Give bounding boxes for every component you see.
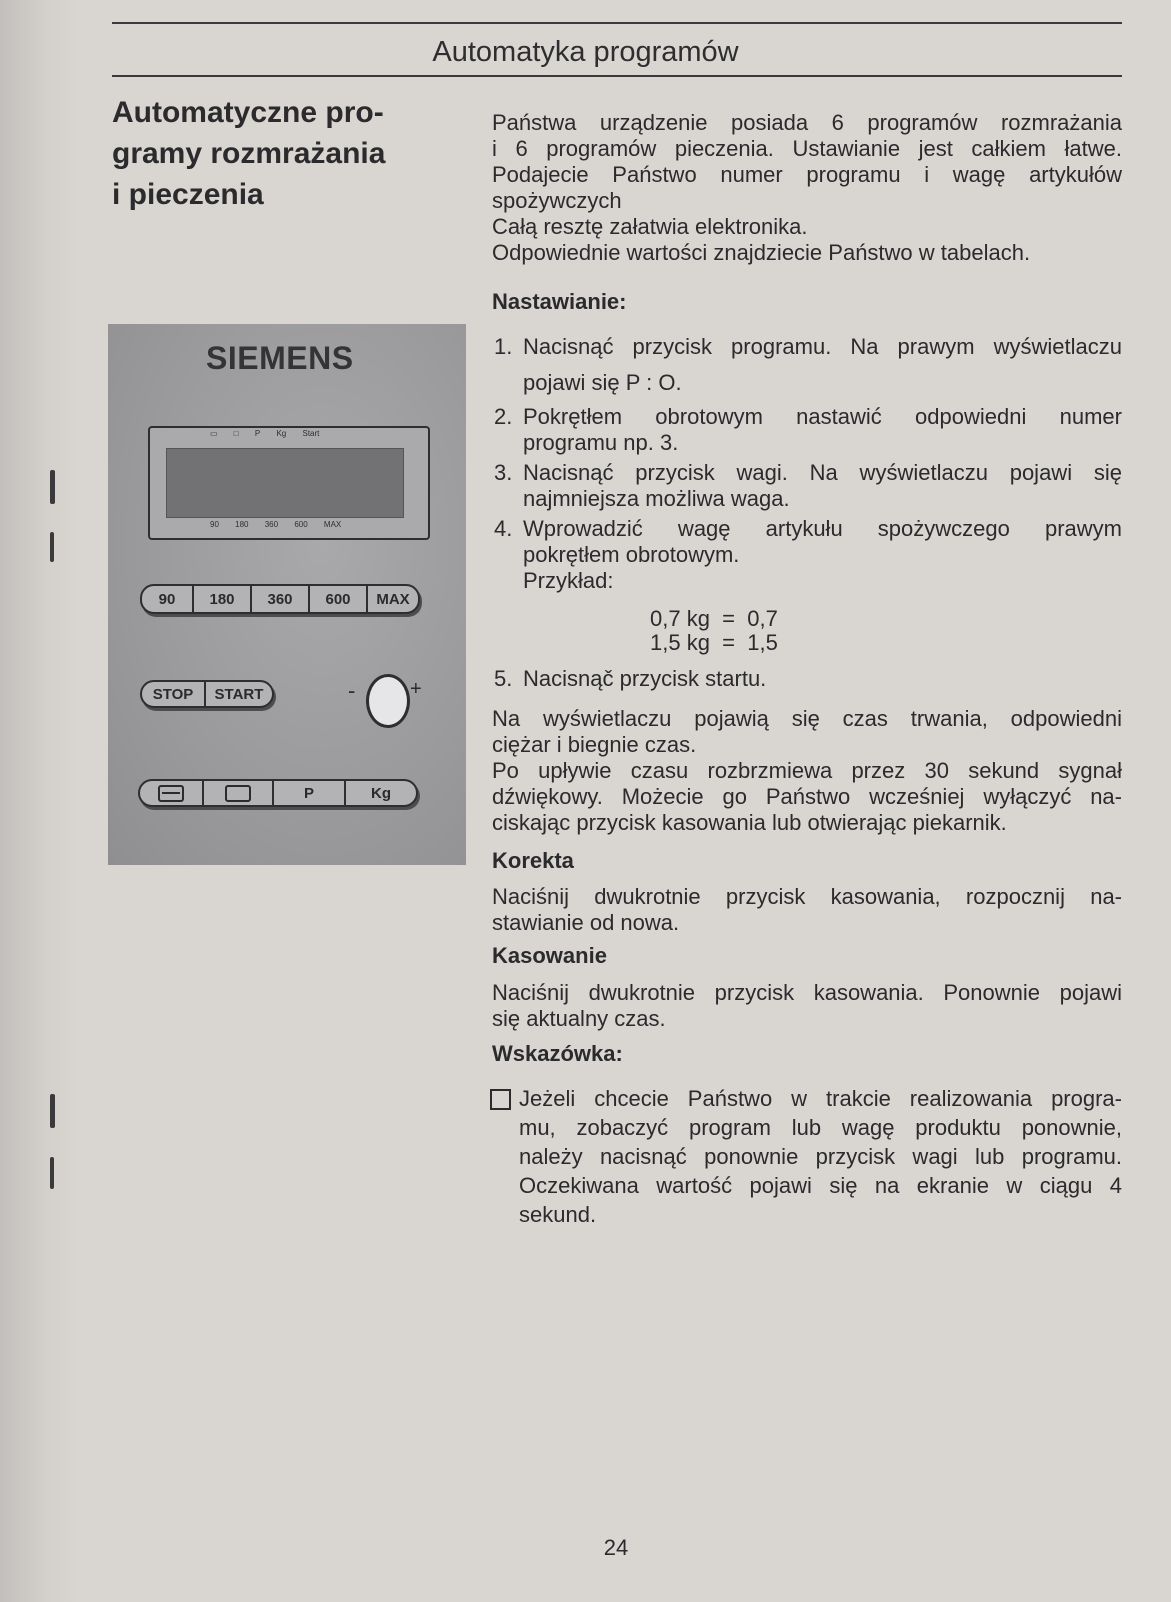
step-number: 2. [494, 404, 513, 429]
display-label: P [254, 429, 261, 438]
step-line: Nacisnąč przycisk startu. [523, 666, 767, 691]
binding-mark [50, 470, 55, 504]
list-item [492, 516, 1122, 594]
display-label: MAX [323, 520, 342, 529]
defrost-icon: ▭ [210, 429, 218, 438]
bake-icon [225, 785, 251, 802]
text-line: ciężar i biegnie czas. [492, 732, 697, 757]
example-line: 0,7 kg = 0,7 [650, 606, 778, 631]
stop-start-row [140, 680, 274, 708]
setting-steps [492, 334, 1122, 594]
text-line: spożywczych [492, 188, 622, 213]
bake-button[interactable] [204, 781, 274, 805]
example-line: 1,5 kg = 1,5 [650, 630, 778, 655]
display-frame [148, 426, 430, 540]
power-button-row [140, 584, 420, 614]
binding-mark [50, 532, 54, 562]
text-line: Na wyświetlaczu pojawią się czas trwania, odpowiedni [492, 706, 1122, 731]
list-item [492, 334, 1122, 396]
stop-button[interactable]: STOP [142, 682, 206, 706]
power-90-button[interactable]: 90 [142, 586, 194, 612]
list-item [492, 666, 1122, 692]
header-rule-top [112, 22, 1122, 24]
page-heading [112, 92, 432, 215]
display-label: 600 [294, 520, 308, 529]
tip-item [490, 1084, 1122, 1229]
binding-mark [50, 1157, 54, 1189]
step-line: najmniejsza możliwa waga. [523, 486, 790, 511]
section-title: Automatyka programów [432, 36, 739, 68]
list-item [492, 460, 1122, 512]
checkbox-icon [490, 1089, 511, 1110]
display-label: 90 [210, 520, 219, 529]
weight-button[interactable]: Kg [371, 784, 391, 802]
text-line: Jeżeli chcecie Państwo w trakcie realizowania progra- [519, 1086, 1122, 1111]
step-line: Przykład: [523, 568, 614, 593]
power-180-button[interactable]: 180 [194, 586, 252, 612]
brand-logo: SIEMENS [206, 340, 354, 376]
text-line: ciskając przycisk kasowania lub otwierając piekarnik. [492, 810, 1007, 835]
step-line: Wprowadzić wagę artykułu spożywczego prawym [523, 516, 1122, 541]
text-line: mu, zobaczyć program lub wagę produktu ponownie, [519, 1115, 1122, 1140]
text-line: Po upływie czasu rozbrzmiewa przez 30 sekund sygnał [492, 758, 1122, 783]
heading-line: gramy rozmrażania [112, 137, 386, 170]
step-line: pojawi się P : O. [523, 370, 682, 395]
bake-icon: □ [233, 429, 239, 438]
start-button[interactable]: START [214, 685, 264, 703]
knob-minus-label: - [348, 678, 356, 703]
power-600-button[interactable]: 600 [310, 586, 368, 612]
heading-line: Automatyczne pro- [112, 96, 384, 129]
cancel-heading: Kasowanie [492, 943, 607, 968]
weight-example [650, 607, 778, 655]
step-line: pokrętłem obrotowym. [523, 542, 740, 567]
lcd-display [166, 448, 404, 518]
text-line: Naciśnij dwukrotnie przycisk kasowania, rozpocznij na- [492, 884, 1122, 909]
power-max-button[interactable]: MAX [376, 590, 410, 608]
cancel-paragraph [492, 980, 1122, 1032]
knob-plus-label: + [410, 678, 422, 700]
text-line: się aktualny czas. [492, 1006, 666, 1031]
display-bottom-labels [210, 520, 355, 529]
correction-heading: Korekta [492, 848, 574, 873]
function-button-row [138, 779, 418, 807]
display-label: Kg [276, 429, 287, 438]
display-label: 180 [235, 520, 249, 529]
step-line: Nacisnąć przycisk wagi. Na wyświetlaczu pojawi się [523, 460, 1122, 485]
control-panel-illustration [108, 324, 466, 865]
tip-heading: Wskazówka: [492, 1041, 623, 1066]
list-item [492, 404, 1122, 456]
program-button[interactable]: P [274, 781, 346, 805]
step-line: Nacisnąć przycisk programu. Na prawym wyświetlaczu [523, 334, 1122, 359]
defrost-button[interactable] [140, 781, 204, 805]
page-gutter [0, 0, 82, 1602]
after-start-paragraph [492, 706, 1122, 836]
text-line: Całą resztę załatwia elektronika. [492, 214, 808, 239]
text-line: Oczekiwana wartość pojawi się na ekranie w ciągu 4 [519, 1173, 1122, 1198]
text-line: Naciśnij dwukrotnie przycisk kasowania. Ponownie pojawi [492, 980, 1122, 1005]
step-number: 3. [494, 460, 513, 485]
text-line: Państwa urządzenie posiada 6 programów rozmrażania [492, 110, 1122, 135]
step-line: programu np. 3. [523, 430, 679, 455]
power-360-button[interactable]: 360 [252, 586, 310, 612]
correction-paragraph [492, 884, 1122, 936]
text-line: stawianie od nowa. [492, 910, 680, 935]
intro-paragraph [492, 110, 1122, 266]
defrost-icon [158, 785, 184, 802]
setting-step-5 [492, 666, 1122, 692]
display-top-labels [210, 429, 333, 438]
heading-line: i pieczenia [112, 178, 264, 211]
text-line: sekund. [519, 1202, 597, 1227]
binding-mark [50, 1094, 55, 1128]
text-line: Podajecie Państwo numer programu i wagę artykułów [492, 162, 1122, 187]
step-number: 5. [494, 666, 513, 691]
step-number: 4. [494, 516, 513, 541]
header-rule-bottom [112, 75, 1122, 77]
page-number: 24 [603, 1535, 629, 1560]
text-line: Odpowiednie wartości znajdziecie Państwo w tabelach. [492, 240, 1031, 265]
step-number: 1. [494, 334, 513, 359]
step-line: Pokrętłem obrotowym nastawić odpowiedni numer [523, 404, 1122, 429]
tip-text [490, 1084, 1122, 1229]
text-line: należy nacisnąć ponownie przycisk wagi lub programu. [519, 1144, 1122, 1169]
display-label: 360 [264, 520, 279, 529]
text-line: dźwiękowy. Możecie go Państwo wcześniej wyłączyć na- [492, 784, 1122, 809]
display-label: Start [302, 429, 320, 438]
setting-heading: Nastawianie: [492, 289, 627, 314]
text-line: i 6 programów pieczenia. Ustawianie jest całkiem łatwe. [492, 136, 1122, 161]
rotary-knob[interactable] [366, 674, 410, 728]
